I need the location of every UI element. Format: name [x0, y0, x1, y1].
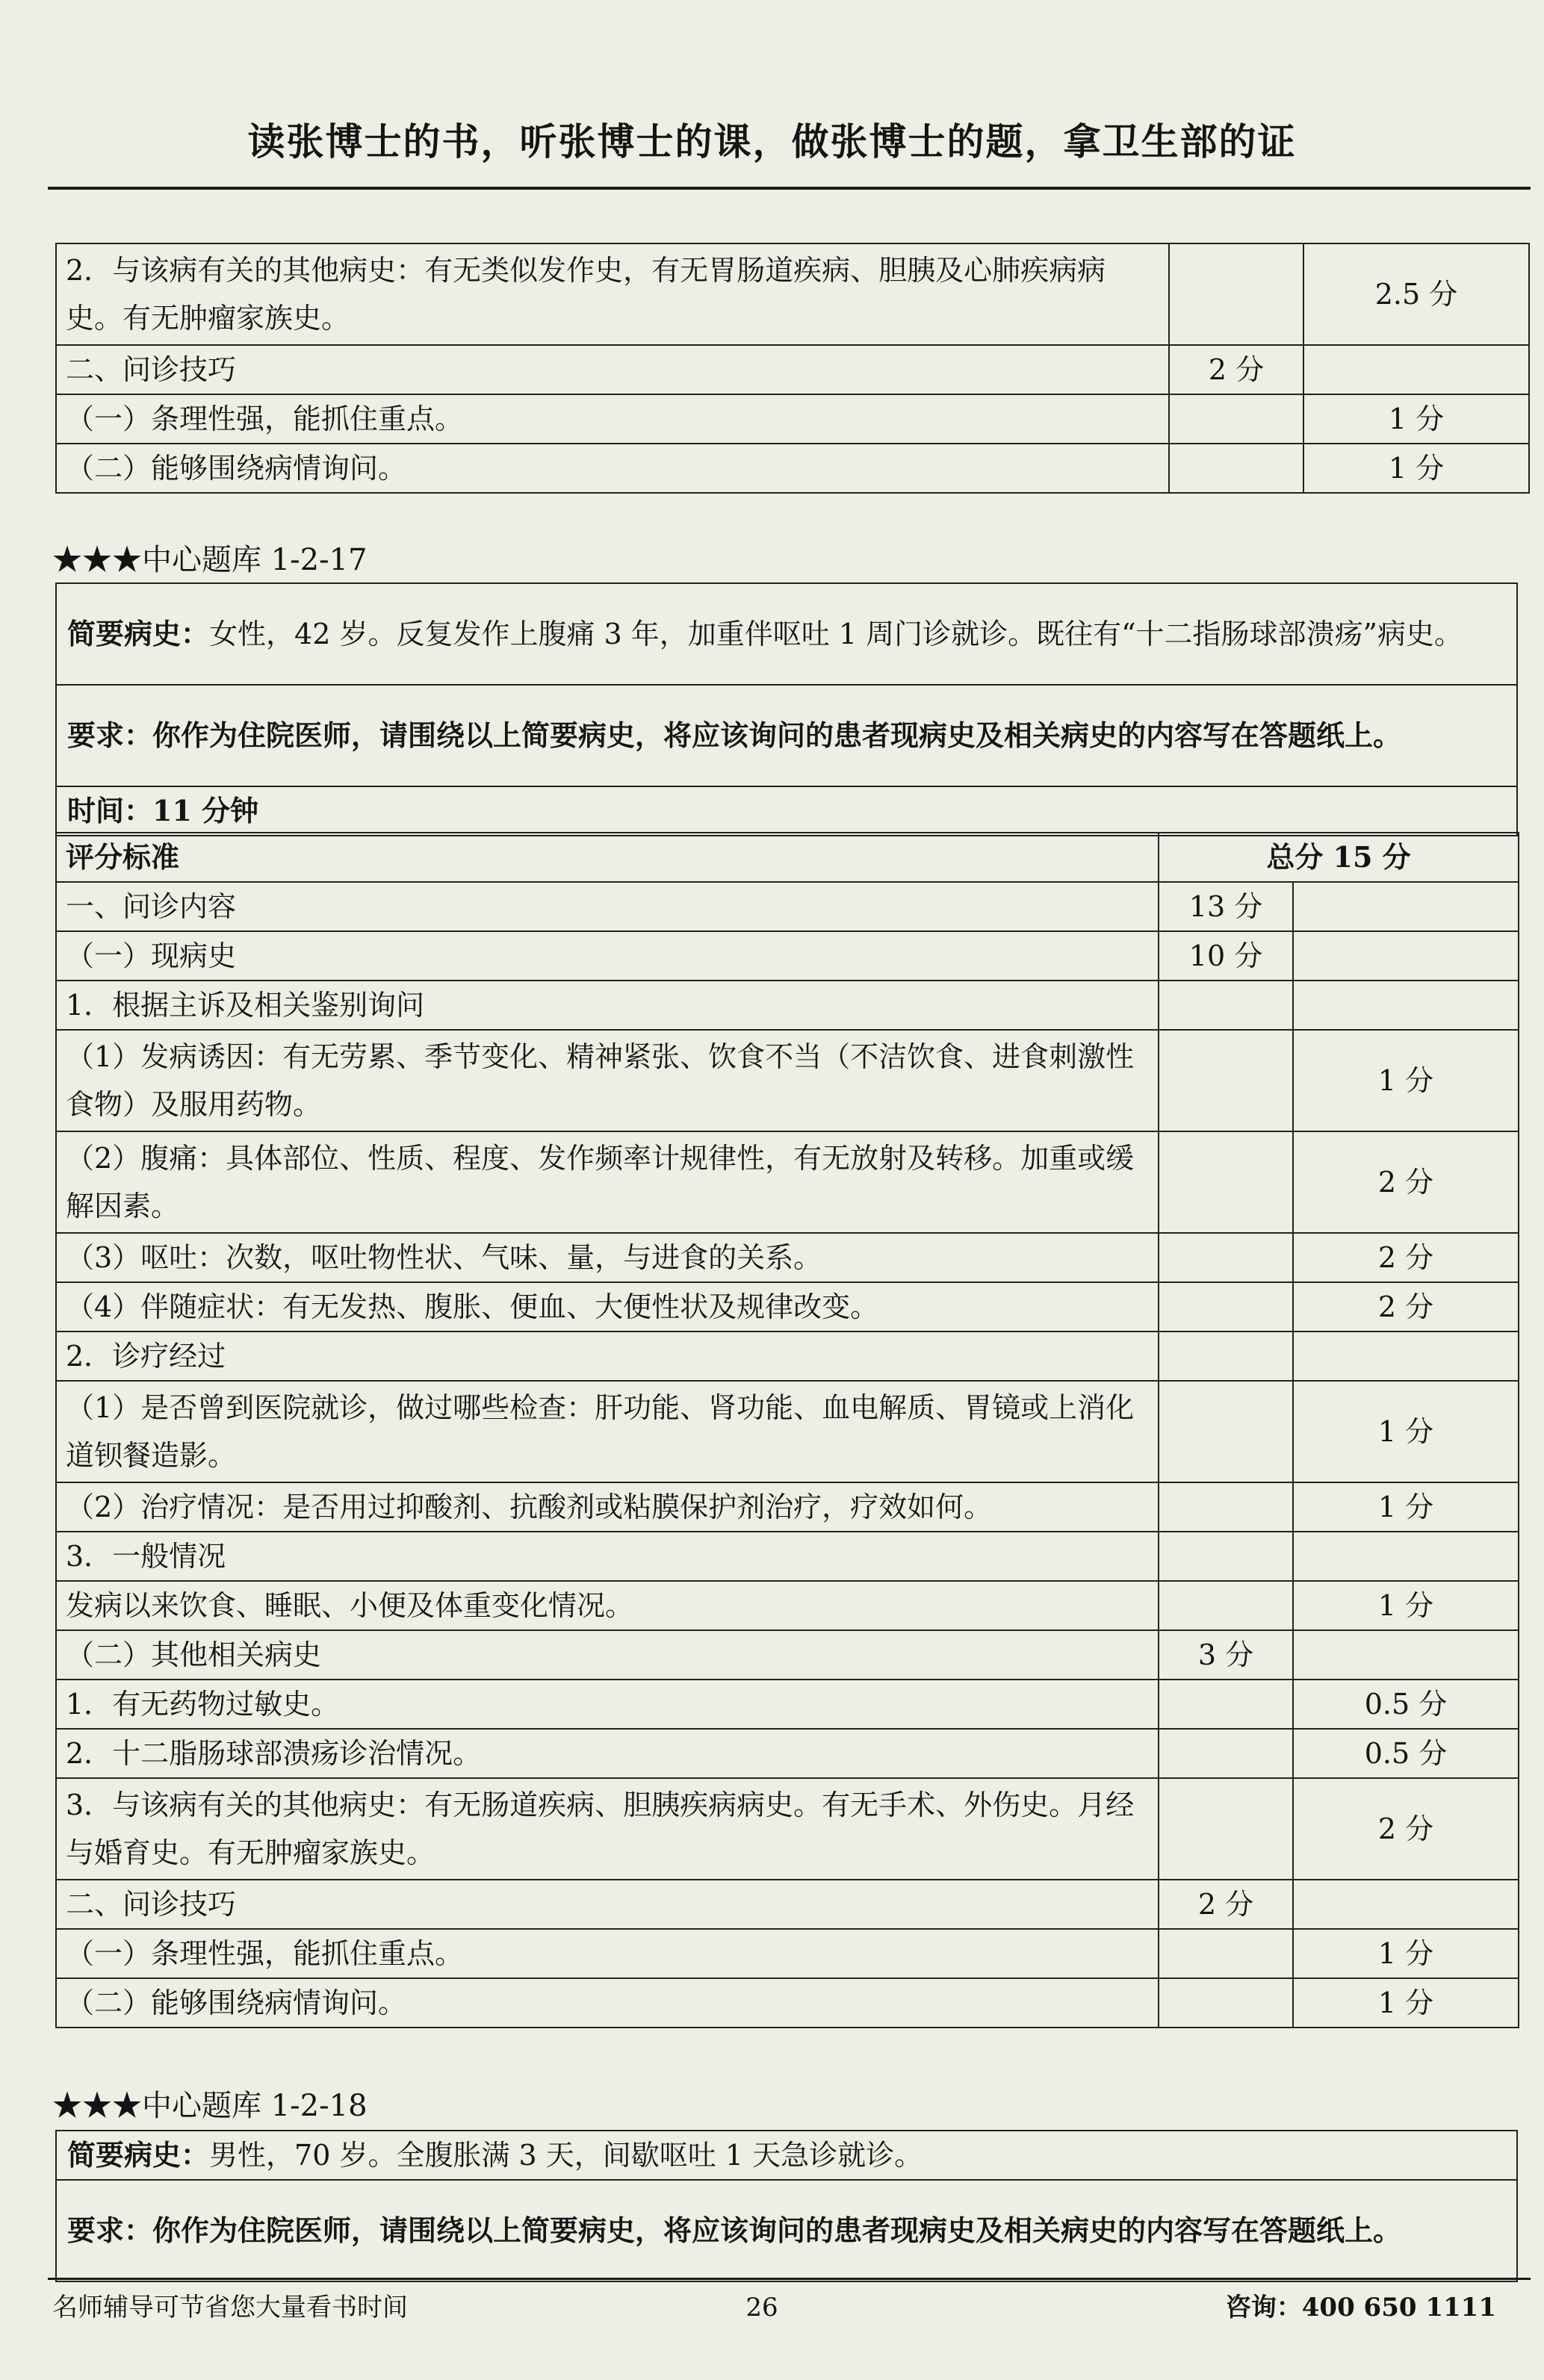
table-row [56, 1282, 1519, 1332]
case-17-score-table [55, 832, 1519, 2028]
row-score-section [1159, 1978, 1293, 2028]
row-score-item [1293, 1630, 1519, 1680]
table-row [56, 1978, 1519, 2028]
case-17-info-table [55, 582, 1518, 836]
case-18-info-table [55, 2130, 1518, 2282]
row-text: （1）是否曾到医院就诊，做过哪些检查：肝功能、肾功能、血电解质、胃镜或上消化道钡餐造影。 [56, 1381, 1159, 1482]
history-text: 男性，70 岁。全腹胀满 3 天，间歇呕吐 1 天急诊就诊。 [209, 2139, 923, 2172]
table-row [56, 1630, 1519, 1680]
row-score-item [1293, 1532, 1519, 1581]
row-score-item: 2 分 [1293, 1778, 1519, 1880]
row-score-section [1159, 1482, 1293, 1532]
table-row [56, 1581, 1519, 1630]
total-score: 总分 15 分 [1159, 833, 1519, 882]
table-row [56, 394, 1529, 444]
row-score-section [1169, 394, 1303, 444]
row-score-item [1293, 882, 1519, 931]
row-score-section: 13 分 [1159, 882, 1293, 931]
row-score-item: 1 分 [1303, 444, 1529, 493]
footer-contact: 咨询：400 650 1111 [1225, 2293, 1496, 2322]
row-score-item: 1 分 [1293, 1929, 1519, 1978]
row-score-section [1159, 981, 1293, 1030]
table-row [56, 1233, 1519, 1282]
row-score-item: 1 分 [1293, 1978, 1519, 2028]
row-score-item: 1 分 [1293, 1381, 1519, 1482]
row-score-section [1159, 1030, 1293, 1131]
row-score-item [1303, 345, 1529, 394]
row-score-item: 2.5 分 [1303, 243, 1529, 345]
case-17-label: ★★★中心题库 1-2-17 [52, 543, 368, 577]
row-text: 2．诊疗经过 [56, 1332, 1159, 1381]
requirement-label: 要求： [67, 718, 153, 752]
case-18-history [56, 2131, 1517, 2180]
row-score-section [1169, 444, 1303, 493]
row-score-item [1293, 1332, 1519, 1381]
table-row [56, 833, 1519, 882]
table-row [56, 1778, 1519, 1880]
row-score-item: 1 分 [1293, 1482, 1519, 1532]
footer-slogan: 名师辅导可节省您大量看书时间 [52, 2293, 408, 2322]
row-score-section: 2 分 [1159, 1880, 1293, 1929]
row-text: 2．与该病有关的其他病史：有无类似发作史，有无胃肠道疾病、胆胰及心肺疾病病史。有无肿瘤家族史。 [56, 243, 1169, 345]
row-score-section [1159, 1581, 1293, 1630]
table-row [56, 1532, 1519, 1581]
row-score-item: 0.5 分 [1293, 1680, 1519, 1729]
history-label: 简要病史： [67, 2138, 210, 2172]
row-score-section [1159, 1680, 1293, 1729]
case-18-requirement [56, 2180, 1517, 2281]
row-text: （3）呕吐：次数，呕吐物性状、气味、量，与进食的关系。 [56, 1233, 1159, 1282]
row-score-item: 1 分 [1293, 1030, 1519, 1131]
requirement-text: 你作为住院医师，请围绕以上简要病史，将应该询问的患者现病史及相关病史的内容写在答题纸上。 [152, 718, 1402, 752]
row-text: （二）能够围绕病情询问。 [56, 1978, 1159, 2028]
row-text: 3．与该病有关的其他病史：有无肠道疾病、胆胰疾病病史。有无手术、外伤史。月经与婚育史。有无肿瘤家族史。 [56, 1778, 1159, 1880]
table-row [56, 882, 1519, 931]
row-score-section: 10 分 [1159, 931, 1293, 981]
row-score-item: 2 分 [1293, 1131, 1519, 1233]
case-17-requirement [56, 685, 1517, 786]
row-text: （一）现病史 [56, 931, 1159, 981]
history-label: 简要病史： [67, 617, 210, 650]
row-score-item: 2 分 [1293, 1282, 1519, 1332]
row-score-item: 1 分 [1293, 1581, 1519, 1630]
table-row [56, 1381, 1519, 1482]
table-row [56, 345, 1529, 394]
case-17-time: 时间：11 分钟 [56, 786, 1517, 836]
table-row [56, 981, 1519, 1030]
row-score-section: 3 分 [1159, 1630, 1293, 1680]
page-header-title: 读张博士的书，听张博士的课，做张博士的题，拿卫生部的证 [247, 119, 1297, 164]
table-row [56, 1482, 1519, 1532]
row-score-section [1159, 1532, 1293, 1581]
row-score-item: 2 分 [1293, 1233, 1519, 1282]
history-text: 女性，42 岁。反复发作上腹痛 3 年，加重伴呕吐 1 周门诊就诊。既往有“十二指肠球部溃疡”病史。 [209, 618, 1463, 650]
row-text: （二）其他相关病史 [56, 1630, 1159, 1680]
row-text: 一、问诊内容 [56, 882, 1159, 931]
row-text: （4）伴随症状：有无发热、腹胀、便血、大便性状及规律改变。 [56, 1282, 1159, 1332]
row-text: 2．十二脂肠球部溃疡诊治情况。 [56, 1729, 1159, 1778]
row-text: 1．有无药物过敏史。 [56, 1680, 1159, 1729]
table-row [56, 1030, 1519, 1131]
row-text: （2）腹痛：具体部位、性质、程度、发作频率计规律性，有无放射及转移。加重或缓解因素。 [56, 1131, 1159, 1233]
row-text: 3．一般情况 [56, 1532, 1159, 1581]
row-text: 二、问诊技巧 [56, 345, 1169, 394]
table-row [56, 1729, 1519, 1778]
row-score-section [1159, 1131, 1293, 1233]
row-score-section [1159, 1729, 1293, 1778]
requirement-text: 你作为住院医师，请围绕以上简要病史，将应该询问的患者现病史及相关病史的内容写在答题纸上。 [152, 2213, 1402, 2247]
table-row [56, 444, 1529, 493]
row-score-section [1159, 1332, 1293, 1381]
row-text: 1．根据主诉及相关鉴别询问 [56, 981, 1159, 1030]
requirement-label: 要求： [67, 2213, 153, 2247]
table-row [56, 1880, 1519, 1929]
row-score-item [1293, 931, 1519, 981]
table-row [56, 1332, 1519, 1381]
header-divider [48, 187, 1531, 190]
row-text: 二、问诊技巧 [56, 1880, 1159, 1929]
row-score-section [1159, 1778, 1293, 1880]
page-footer [0, 2285, 1544, 2330]
table-row [56, 1680, 1519, 1729]
top-score-table [55, 243, 1530, 494]
table-row [56, 243, 1529, 345]
page-number: 26 [745, 2293, 778, 2322]
footer-divider [48, 2278, 1531, 2280]
row-text: （一）条理性强，能抓住重点。 [56, 394, 1169, 444]
table-row [56, 1131, 1519, 1233]
row-score-section [1159, 1929, 1293, 1978]
row-score-item: 0.5 分 [1293, 1729, 1519, 1778]
row-text: 发病以来饮食、睡眠、小便及体重变化情况。 [56, 1581, 1159, 1630]
criteria-label: 评分标准 [56, 833, 1159, 882]
row-score-section [1159, 1233, 1293, 1282]
row-text: （一）条理性强，能抓住重点。 [56, 1929, 1159, 1978]
row-text: （2）治疗情况：是否用过抑酸剂、抗酸剂或粘膜保护剂治疗，疗效如何。 [56, 1482, 1159, 1532]
row-text: （1）发病诱因：有无劳累、季节变化、精神紧张、饮食不当（不洁饮食、进食刺激性食物）及服用药物。 [56, 1030, 1159, 1131]
row-score-section: 2 分 [1169, 345, 1303, 394]
row-score-item [1293, 1880, 1519, 1929]
row-score-item [1293, 981, 1519, 1030]
row-score-item: 1 分 [1303, 394, 1529, 444]
case-17-history [56, 583, 1517, 685]
table-row [56, 931, 1519, 981]
row-score-section [1159, 1282, 1293, 1332]
row-score-section [1159, 1381, 1293, 1482]
row-score-section [1169, 243, 1303, 345]
table-row [56, 1929, 1519, 1978]
row-text: （二）能够围绕病情询问。 [56, 444, 1169, 493]
case-18-label: ★★★中心题库 1-2-18 [52, 2089, 368, 2123]
